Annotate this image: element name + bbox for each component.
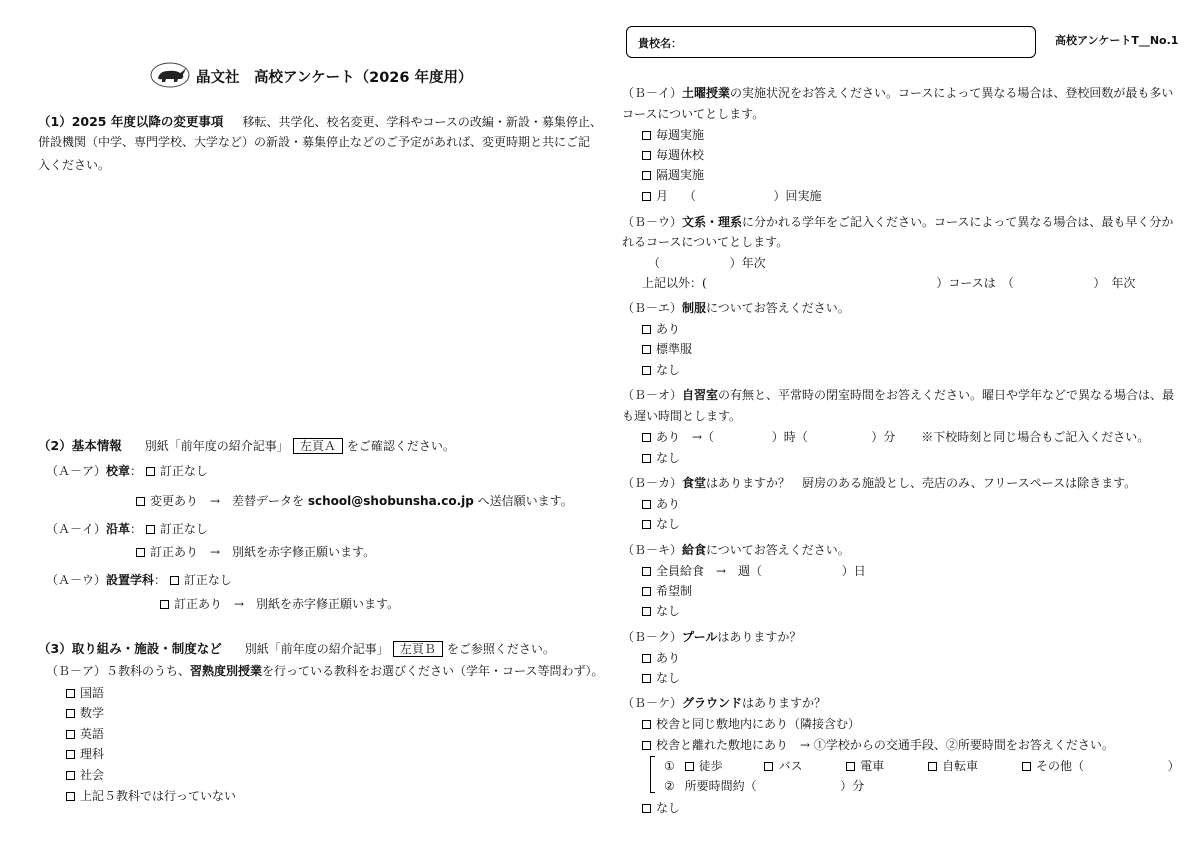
sub2-a: 所要時間約（: [684, 779, 757, 793]
b-ka-q: はありますか？ 厨房のある施設とし、売店のみ、フリースペースは除きます。: [706, 476, 1137, 490]
section3-note-suffix: をご参照ください。: [446, 642, 555, 656]
a-u-label: （Ａ－ウ）: [46, 573, 107, 587]
section1-desc-3: 入ください。: [38, 158, 111, 172]
b-i-question-1: [622, 86, 1173, 101]
b-o-question-2: も遅い時間とします。: [622, 409, 742, 423]
b-u-label: （Ｂ－ウ）: [622, 215, 683, 229]
checkbox[interactable]: [642, 607, 651, 616]
checkbox[interactable]: [642, 131, 651, 140]
a-a-label: （Ａ－ア）: [46, 464, 107, 478]
checkbox[interactable]: [136, 548, 145, 557]
a-u-row1: [46, 573, 232, 588]
option-label: 英語: [80, 727, 105, 741]
b-i-q-line1: の実施状況をお答えください。コースによって異なる場合は、登校回数が最も多い: [730, 86, 1174, 100]
b-e-opt-1: [642, 342, 692, 357]
option-label: 校舎と同じ敷地内にあり（隣接含む）: [656, 717, 861, 731]
transport-train: 電車: [860, 759, 885, 773]
checkbox[interactable]: [846, 762, 855, 771]
b-a-opt-1: [66, 706, 104, 721]
b-o-opt1-b: ）時（: [771, 430, 808, 444]
option-label: 希望制: [656, 584, 693, 598]
checkbox[interactable]: [642, 741, 651, 750]
b-e-q: についてお答えください。: [706, 301, 850, 315]
b-ke-opt-0: [642, 717, 860, 732]
b-u-r2-a: 上記以外：(: [642, 276, 707, 290]
checkbox[interactable]: [642, 654, 651, 663]
b-ku-question: [622, 630, 801, 645]
transport-walk: 徒歩: [698, 759, 723, 773]
school-name-field[interactable]: [626, 26, 1036, 58]
option-label: 校舎と離れた敷地にあり → ①学校からの交通手段、②所要時間をお答えください。: [656, 738, 1114, 752]
section1-desc-1: 移転、共学化、校名変更、学科やコースの改編・新設・募集停止、: [242, 115, 602, 129]
b-i-opt-1: [642, 148, 704, 163]
b-e-bold: 制服: [682, 301, 707, 315]
checkbox[interactable]: [66, 750, 75, 759]
b-a-q-pre: ５教科のうち、: [106, 664, 191, 678]
a-a-opt2-suffix: へ送信願います。: [473, 494, 573, 508]
transport-close: ）: [1167, 759, 1180, 773]
checkbox[interactable]: [146, 467, 155, 476]
transport-bus: バス: [778, 759, 803, 773]
a-i-opt2: 訂正あり → 別紙を赤字修正願います。: [150, 545, 376, 559]
b-ki-opt1-b: ）日: [841, 564, 866, 578]
option-label: 毎週実施: [656, 128, 705, 142]
b-u-r1-b: ）年次: [729, 256, 766, 270]
section2-note-prefix: 別紙「前年度の紹介記事」: [144, 439, 289, 453]
b-ki-opt-2: [642, 604, 680, 619]
b-ki-question: [622, 543, 850, 558]
sub2-b: ）分: [840, 779, 865, 793]
checkbox[interactable]: [170, 576, 179, 585]
option-label: 上記５教科では行っていない: [80, 789, 237, 803]
b-u-r2-b: ）コースは （: [936, 276, 1014, 290]
option-label: 数学: [80, 706, 105, 720]
b-i-label: （Ｂ－イ）: [622, 86, 683, 100]
option-label: 標準服: [656, 342, 693, 356]
b-ka-label: （Ｂ－カ）: [622, 476, 683, 490]
b-ke-opt-2: [642, 801, 680, 816]
option-label: なし: [656, 801, 681, 815]
a-i-row2: [136, 545, 375, 560]
section1-line1: [38, 111, 602, 130]
a-a-row2: [136, 494, 573, 509]
checkbox[interactable]: [642, 500, 651, 509]
sub2-num: ②: [664, 779, 675, 793]
checkbox[interactable]: [642, 433, 651, 442]
section3-heading: （3）取り組み・施設・制度など: [38, 641, 222, 656]
option-label: あり: [656, 322, 681, 336]
section3-note-box: 左頁Ｂ: [393, 641, 443, 657]
b-i-question-2: コースについてとします。: [622, 107, 765, 121]
a-u-opt1: 訂正なし: [183, 573, 232, 587]
a-i-row1: [46, 522, 208, 537]
b-o-opt1-a: あり →（: [656, 430, 715, 444]
b-o-q-line1: の有無と、平常時の閉室時間をお答えください。曜日や学年などで異なる場合は、最: [718, 388, 1175, 402]
b-i-opt-2: [642, 168, 704, 183]
b-ku-opt-0: [642, 651, 680, 666]
a-a-opt1: 訂正なし: [159, 464, 208, 478]
section2-note-box: 左頁Ａ: [293, 438, 343, 454]
checkbox[interactable]: [160, 600, 169, 609]
option-label: 国語: [80, 686, 105, 700]
email-address: school@shobunsha.co.jp: [307, 494, 474, 508]
form-id: 高校アンケートT__No.1: [1055, 34, 1179, 47]
checkbox[interactable]: [928, 762, 937, 771]
section1-answer-area[interactable]: [38, 178, 588, 423]
a-i-label: （Ａ－イ）: [46, 522, 107, 536]
checkbox[interactable]: [642, 520, 651, 529]
b-ki-q: についてお答えください。: [706, 543, 850, 557]
b-u-r1-a: （: [648, 256, 661, 270]
b-e-opt-2: [642, 363, 680, 378]
b-a-label: （Ｂ－ア）: [46, 664, 107, 678]
checkbox[interactable]: [642, 720, 651, 729]
b-ka-bold: 食堂: [682, 476, 707, 490]
b-a-opt-5: [66, 789, 236, 804]
option-label: 隔週実施: [656, 168, 705, 182]
option-label: 理科: [80, 747, 105, 761]
a-i-colon: ：: [130, 522, 143, 536]
a-a-opt2-prefix: 変更あり → 差替データを: [150, 494, 308, 508]
section2-note: [145, 439, 455, 453]
b-ka-opt-0: [642, 497, 680, 512]
option-label: なし: [656, 451, 681, 465]
section3-note-prefix: 別紙「前年度の紹介記事」: [244, 642, 389, 656]
checkbox[interactable]: [642, 587, 651, 596]
b-ki-label: （Ｂ－キ）: [622, 543, 683, 557]
b-u-question-2: れるコースについてとします。: [622, 235, 789, 249]
b-o-bold: 自習室: [682, 388, 719, 402]
option-label: あり: [656, 497, 681, 511]
time-row: [664, 779, 864, 794]
checkbox[interactable]: [642, 674, 651, 683]
b-ki-bold: 給食: [682, 543, 707, 557]
b-ki-opt1-a: 全員給食 → 週（: [656, 564, 763, 578]
transport-row: [664, 759, 1180, 774]
checkbox[interactable]: [642, 366, 651, 375]
checkbox[interactable]: [642, 804, 651, 813]
b-i-opt4-c: ）回実施: [773, 189, 822, 203]
b-a-opt-3: [66, 747, 104, 762]
checkbox[interactable]: [685, 762, 694, 771]
checkbox[interactable]: [66, 709, 75, 718]
sub1-num: ①: [664, 759, 675, 773]
a-a-row1: [46, 464, 208, 479]
rhino-logo-icon: [150, 62, 190, 88]
a-a-bold: 校章: [106, 464, 131, 478]
page-title: 晶文社 高校アンケート（2026 年度用）: [196, 70, 473, 86]
checkbox[interactable]: [66, 771, 75, 780]
b-u-question-1: [622, 215, 1173, 230]
checkbox[interactable]: [146, 525, 155, 534]
b-o-opt-1: [642, 451, 680, 466]
b-u-r2-c: ） 年次: [1093, 276, 1136, 290]
b-u-bold: 文系・理系: [682, 215, 743, 229]
b-a-q-post: を行っている教科をお選びください（学年・コース等問わず）。: [262, 664, 604, 678]
b-ku-q: はありますか？: [717, 630, 802, 644]
checkbox[interactable]: [1022, 762, 1031, 771]
a-a-colon: ：: [130, 464, 143, 478]
b-o-question-1: [622, 388, 1174, 403]
section3-note: [245, 642, 555, 656]
b-ke-q: はありますか？: [742, 696, 827, 710]
b-a-opt-0: [66, 686, 104, 701]
checkbox[interactable]: [642, 325, 651, 334]
b-i-opt4-b: （: [683, 189, 696, 203]
section1-desc-2: 併設機関（中学、専門学校、大学など）の新設・募集停止などのご予定があれば、変更時期と共にご記: [38, 135, 591, 149]
b-u-row2: [642, 276, 1135, 291]
section2-header: [38, 435, 455, 454]
b-o-note: ※下校時刻と同じ場合もご記入ください。: [921, 430, 1150, 444]
b-ku-opt-1: [642, 671, 680, 686]
b-ke-bold: グラウンド: [682, 696, 743, 710]
section1-heading: （1）2025 年度以降の変更事項: [38, 114, 224, 129]
section2-note-suffix: をご確認ください。: [346, 439, 455, 453]
sub-bracket: [650, 756, 655, 793]
checkbox[interactable]: [66, 730, 75, 739]
b-a-question: [46, 664, 603, 679]
option-label: あり: [656, 651, 681, 665]
school-name-label: 貴校名：: [638, 37, 682, 50]
option-label: なし: [656, 671, 681, 685]
b-e-opt-0: [642, 322, 680, 337]
b-ke-opt-1: [642, 738, 1114, 753]
option-label: なし: [656, 604, 681, 618]
b-ki-opt-1: [642, 584, 692, 599]
b-u-row1: [648, 256, 766, 271]
b-i-opt4-a: 月: [656, 189, 669, 203]
option-label: なし: [656, 363, 681, 377]
checkbox[interactable]: [642, 151, 651, 160]
checkbox[interactable]: [642, 192, 651, 201]
b-a-opt-2: [66, 727, 104, 742]
b-o-opt-0: [642, 430, 1149, 445]
checkbox[interactable]: [642, 567, 651, 576]
option-label: なし: [656, 517, 681, 531]
a-i-opt1: 訂正なし: [159, 522, 208, 536]
checkbox[interactable]: [136, 497, 145, 506]
section3-header: [38, 638, 555, 657]
b-ku-label: （Ｂ－ク）: [622, 630, 683, 644]
b-i-opt-3: [642, 189, 822, 204]
checkbox[interactable]: [66, 792, 75, 801]
b-i-opt-0: [642, 128, 704, 143]
b-ka-opt-1: [642, 517, 680, 532]
checkbox[interactable]: [642, 171, 651, 180]
transport-bicycle: 自転車: [942, 759, 979, 773]
transport-other: その他（: [1035, 759, 1084, 773]
b-e-label: （Ｂ－エ）: [622, 301, 683, 315]
b-a-opt-4: [66, 768, 104, 783]
a-u-opt2: 訂正あり → 別紙を赤字修正願います。: [174, 597, 400, 611]
a-u-row2: [160, 597, 399, 612]
b-ki-opt-0: [642, 564, 866, 579]
b-ke-label: （Ｂ－ケ）: [622, 696, 683, 710]
b-ke-question: [622, 696, 826, 711]
b-i-bold: 土曜授業: [682, 86, 731, 100]
option-label: 社会: [80, 768, 105, 782]
checkbox[interactable]: [642, 454, 651, 463]
checkbox[interactable]: [642, 345, 651, 354]
checkbox[interactable]: [66, 689, 75, 698]
b-o-label: （Ｂ－オ）: [622, 388, 683, 402]
b-o-opt1-c: ）分: [871, 430, 896, 444]
a-u-bold: 設置学科: [106, 573, 155, 587]
b-e-question: [622, 301, 850, 316]
a-i-bold: 沿革: [106, 522, 131, 536]
b-u-q-line1: に分かれる学年をご記入ください。コースによって異なる場合は、最も早く分か: [742, 215, 1174, 229]
a-u-colon: ：: [154, 573, 167, 587]
checkbox[interactable]: [764, 762, 773, 771]
b-ku-bold: プール: [682, 630, 718, 644]
option-label: 毎週休校: [656, 148, 705, 162]
b-ka-question: [622, 476, 1136, 491]
b-a-q-bold: 習熟度別授業: [190, 664, 263, 678]
section2-heading: （2）基本情報: [38, 438, 122, 453]
